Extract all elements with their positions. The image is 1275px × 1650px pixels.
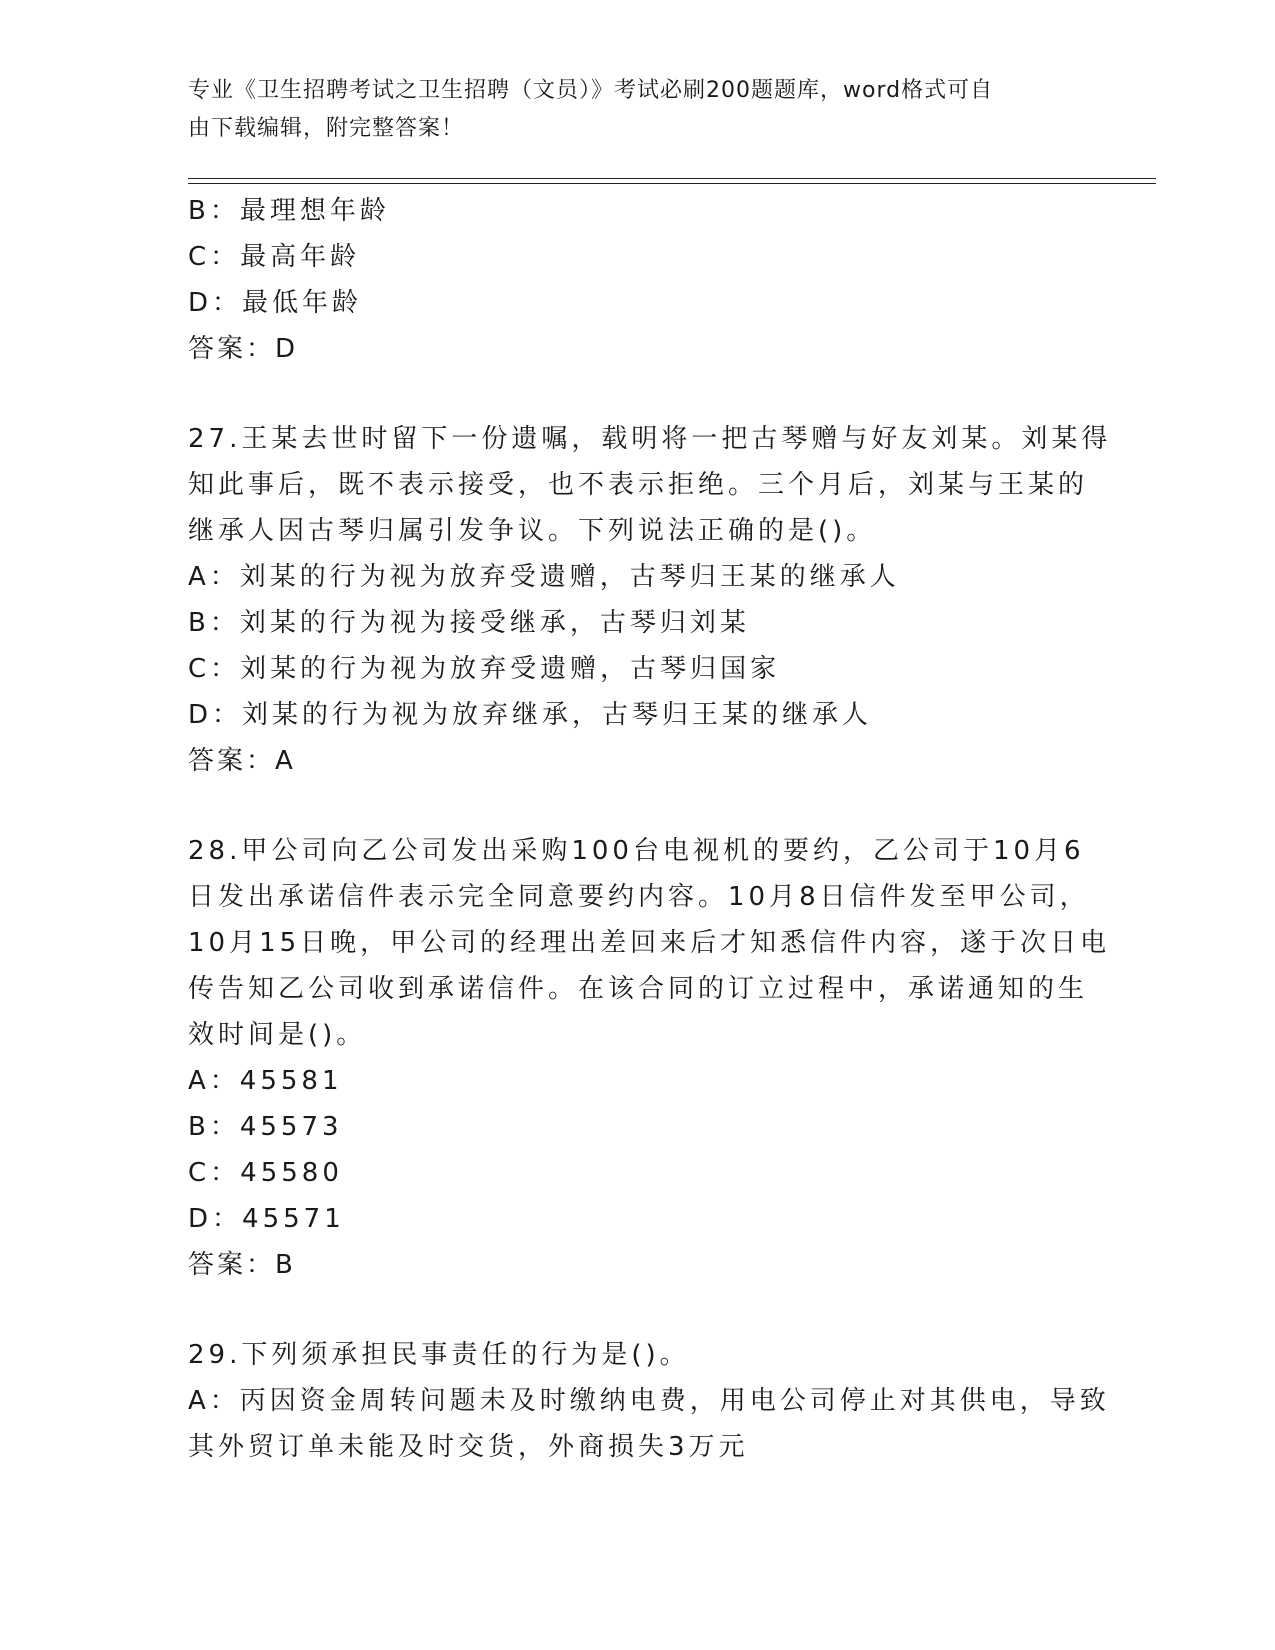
header-divider-top: [188, 178, 1156, 179]
question-stem-line: 29.下列须承担民事责任的行为是()。: [188, 1340, 690, 1370]
option-a: A：丙因资金周转问题未及时缴纳电费，用电公司停止对其供电，导致: [188, 1386, 1110, 1416]
question-26-tail: [188, 188, 1088, 372]
answer-line: 答案：A: [188, 746, 296, 776]
header-line-1: 专业《卫生招聘考试之卫生招聘（文员）》考试必刷200题题库，word格式可自: [188, 78, 994, 103]
option-b: B：最理想年龄: [188, 196, 390, 226]
question-stem-line: 10月15日晚，甲公司的经理出差回来后才知悉信件内容，遂于次日电: [188, 928, 1111, 958]
question-stem-line: 日发出承诺信件表示完全同意要约内容。10月8日信件发至甲公司，: [188, 882, 1090, 912]
question-stem-line: 27.王某去世时留下一份遗嘱，载明将一把古琴赠与好友刘某。刘某得: [188, 424, 1112, 454]
option-c: C：45580: [188, 1158, 343, 1188]
option-b: B：刘某的行为视为接受继承，古琴归刘某: [188, 608, 750, 638]
option-a-continued: 其外贸订单未能及时交货，外商损失3万元: [188, 1432, 749, 1462]
answer-line: 答案：B: [188, 1250, 296, 1280]
answer-line: 答案：D: [188, 334, 299, 364]
option-a: A：刘某的行为视为放弃受遗赠，古琴归王某的继承人: [188, 562, 900, 592]
spacer: [188, 372, 1088, 416]
spacer: [188, 1288, 1088, 1332]
header-divider-bottom: [188, 183, 1156, 184]
option-a: A：45581: [188, 1066, 343, 1096]
question-stem-line: 知此事后，既不表示接受，也不表示拒绝。三个月后，刘某与王某的: [188, 470, 1089, 500]
question-content: [188, 188, 1112, 1470]
option-d: D：最低年龄: [188, 288, 363, 318]
option-d: D：刘某的行为视为放弃继承，古琴归王某的继承人: [188, 700, 873, 730]
question-stem-line: 28.甲公司向乙公司发出采购100台电视机的要约，乙公司于10月6: [188, 836, 1085, 866]
question-stem-line: 效时间是()。: [188, 1020, 367, 1050]
question-27: [188, 416, 1112, 784]
question-stem-line: 继承人因古琴归属引发争议。下列说法正确的是()。: [188, 516, 877, 546]
option-c: C：最高年龄: [188, 242, 361, 272]
option-c: C：刘某的行为视为放弃受遗赠，古琴归国家: [188, 654, 781, 684]
question-stem-line: 传告知乙公司收到承诺信件。在该合同的订立过程中，承诺通知的生: [188, 974, 1089, 1004]
spacer: [188, 784, 1088, 828]
header-line-2: 由下载编辑，附完整答案！: [188, 116, 465, 141]
option-b: B：45573: [188, 1112, 343, 1142]
question-29: [188, 1332, 1110, 1470]
option-d: D：45571: [188, 1204, 345, 1234]
question-28: [188, 828, 1111, 1288]
document-header: [188, 72, 1068, 148]
